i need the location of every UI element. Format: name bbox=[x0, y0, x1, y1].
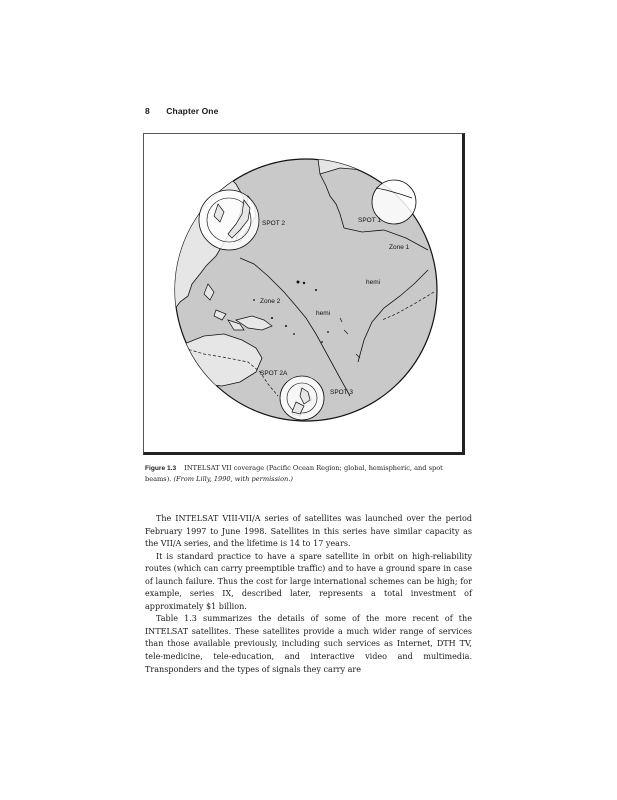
label-spot2: SPOT 2 bbox=[262, 220, 286, 227]
label-hemi-west: hemi bbox=[316, 310, 331, 317]
label-spot1: SPOT 1 bbox=[358, 217, 382, 224]
island-dot bbox=[297, 281, 300, 284]
island-dot bbox=[327, 331, 329, 333]
label-spot2a: SPOT 2A bbox=[260, 370, 288, 377]
figure-label: Figure 1.3 bbox=[145, 465, 177, 472]
figure-frame bbox=[143, 133, 465, 455]
figure-caption bbox=[145, 463, 471, 484]
spot2-beam bbox=[199, 190, 259, 250]
label-spot3: SPOT 3 bbox=[330, 389, 354, 396]
island-dot bbox=[303, 282, 305, 284]
island-dot bbox=[321, 341, 323, 343]
page-number: 8 bbox=[145, 106, 150, 116]
island-dot bbox=[285, 325, 287, 327]
island-dot bbox=[271, 317, 273, 319]
island-dot bbox=[293, 333, 295, 335]
paragraph: Table 1.3 summarizes the details of some of the more recent of the INTELSAT satellites. These satellites provide a much wider range of services than those available previously, including such services as Internet, DTH TV, tele-medicine, tele-education, and interactive video and multimedia. Transponders and the types of signals they carry are bbox=[145, 614, 472, 674]
island-dot bbox=[315, 289, 317, 291]
running-head bbox=[145, 106, 218, 116]
chapter-title: Chapter One bbox=[166, 106, 219, 116]
coverage-map bbox=[144, 134, 462, 452]
label-zone2: Zone 2 bbox=[260, 298, 281, 305]
body-text bbox=[145, 513, 472, 676]
label-zone1: Zone 1 bbox=[389, 244, 410, 251]
paragraph: The INTELSAT VIII-VII/A series of satellites was launched over the period February 1997 to June 1998. Satellites in this series have similar capacity as the VII/A series, and the lifetime is 14 to 17 years. bbox=[145, 514, 472, 549]
caption-credit: (From Lilly, 1990, with permission.) bbox=[173, 475, 293, 483]
island-dot bbox=[253, 299, 255, 301]
label-hemi-east: hemi bbox=[366, 279, 381, 286]
caption-text: INTELSAT VII coverage (Pacific Ocean Region; global, hemispheric, and spot beams). bbox=[145, 464, 443, 483]
paragraph: It is standard practice to have a spare satellite in orbit on high-reliability routes (which can carry preemptible traffic) and to have a ground spare in case of launch failure. Thus the cost for large international schemes can be high; for example, series IX, described later, represents a total investment of approximately $1 billion. bbox=[145, 551, 472, 611]
